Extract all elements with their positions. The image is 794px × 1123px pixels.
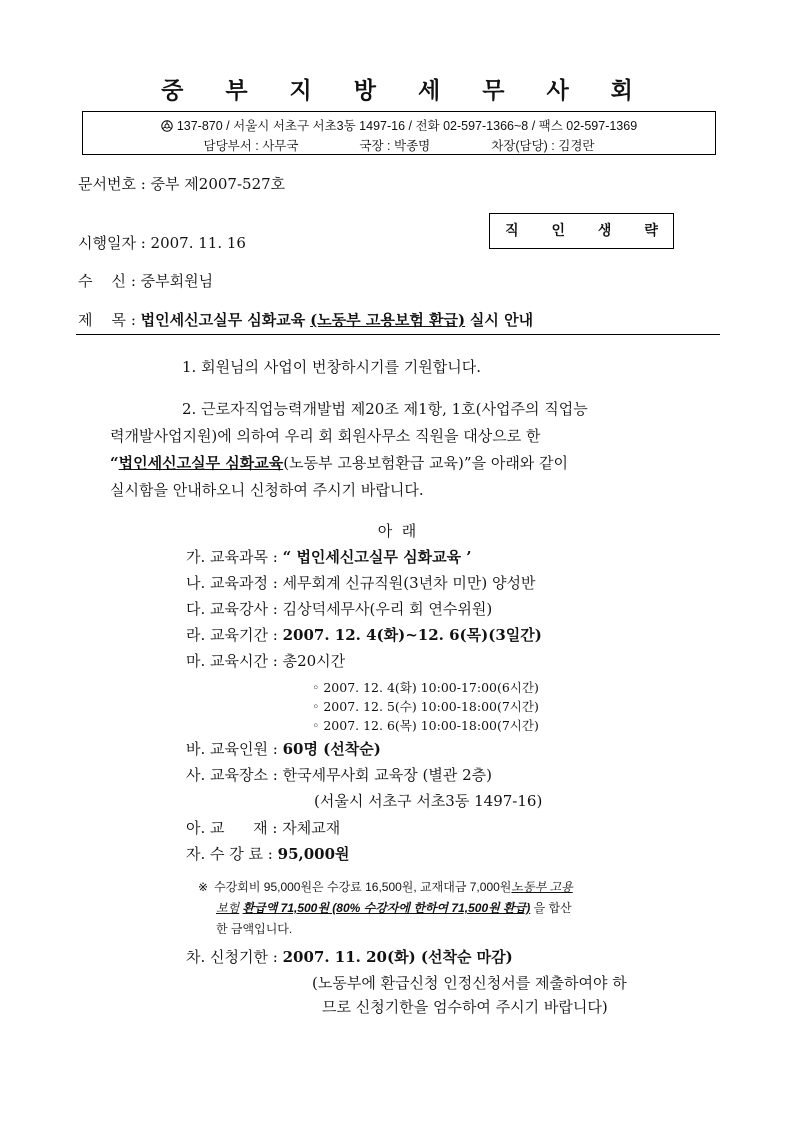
contact-line [83, 136, 715, 154]
schedule-day-3: ◦ 2007. 12. 6(목) 10:00-18:00(7시간) [312, 718, 539, 733]
deadline-note-line-1: (노동부에 환급신청 인정신청서를 제출하여야 하 [312, 974, 627, 992]
course-name-emphasis: 법인세신고실무 심화교육 [118, 454, 284, 472]
item-period: 라. 교육기간 : 2007. 12. 4(화)~12. 6(목)(3일간) [186, 626, 542, 644]
header-divider [76, 334, 720, 335]
subject-label: 제 목 : [78, 311, 136, 329]
fee-note: ※ 수강회비 95,000원은 수강료 16,500원, 교재대금 7,000원노동부 고용 보험 환급액 71,500원 (80% 수강자에 한하여 71,500원 환급) 을 합산 한 금액입니다. [198, 880, 573, 936]
address-text: 137-870 / 서울시 서초구 서초3동 1497-16 / 전화 02-597-1366~8 / 팩스 02-597-1369 [176, 119, 638, 133]
item-subject: 가. 교육과목 : “ 법인세신고실무 심화교육 ’ [186, 548, 472, 566]
address-box [82, 111, 716, 155]
item-materials: 아. 교 재 : 자체교재 [186, 819, 341, 837]
subject-refund: (노동부 고용보험 환급) [310, 311, 466, 329]
item-venue: 사. 교육장소 : 한국세무사회 교육장 (별관 2층) [186, 766, 493, 784]
subject-line [78, 309, 533, 330]
issue-date: 시행일자 : 2007. 11. 16 [78, 234, 246, 252]
paragraph-2-line-3: “법인세신고실무 심화교육(노동부 고용보험환급 교육)”을 아래와 같이 [110, 454, 569, 472]
note-refund-b: 보험 [216, 901, 240, 915]
document-number: 문서번호 : 중부 제2007-527호 [78, 175, 286, 193]
recipient: 수 신 : 중부회원님 [78, 272, 214, 290]
paragraph-2-line-2: 력개발사업지원)에 의하여 우리 회 회원사무소 직원을 대상으로 한 [110, 427, 541, 445]
item-hours: 마. 교육시간 : 총20시간 [186, 652, 346, 670]
note-refund-amount: 환급액 71,500원 (80% 수강자에 한하여 71,500원 환급) [242, 901, 531, 915]
note-refund-a: 노동부 고용 [511, 880, 573, 894]
paragraph-1: 1. 회원님의 사업이 번창하시기를 기원합니다. [182, 358, 481, 376]
item-deadline: 차. 신청기한 : 2007. 11. 20(화) (선착순 마감) [186, 948, 513, 966]
item-fee: 자. 수 강 료 : 95,000원 [186, 845, 350, 863]
deputy-director: 차장(담당) : 김경란 [491, 139, 595, 153]
department: 담당부서 : 사무국 [203, 139, 299, 153]
address-line [83, 116, 715, 135]
paragraph-2-line-1: 2. 근로자직업능력개발법 제20조 제1항, 1호(사업주의 직업능 [182, 400, 588, 418]
below-heading: 아 래 [377, 522, 417, 540]
venue-address: (서울시 서초구 서초3동 1497-16) [314, 792, 543, 810]
paragraph-2-line-4: 실시함을 안내하오니 신청하여 주시기 바랍니다. [110, 481, 424, 499]
paragraph-2 [110, 396, 690, 504]
director: 국장 : 박종명 [359, 139, 431, 153]
page-title: 중 부 지 방 세 무 사 회 [161, 78, 650, 104]
subject-main: 법인세신고실무 심화교육 [140, 311, 306, 329]
seal-mark-icon [161, 120, 173, 135]
item-course: 나. 교육과정 : 세무회계 신규직원(3년차 미만) 양성반 [186, 574, 536, 592]
schedule-day-2: ◦ 2007. 12. 5(수) 10:00-18:00(7시간) [312, 699, 539, 714]
item-capacity: 바. 교육인원 : 60명 (선착순) [186, 740, 381, 758]
seal-omitted-box: 직 인 생 략 [489, 213, 674, 249]
schedule-day-1: ◦ 2007. 12. 4(화) 10:00-17:00(6시간) [312, 680, 539, 695]
item-instructor: 다. 교육강사 : 김상덕세무사(우리 회 연수위원) [186, 600, 493, 618]
note-mark: ※ [198, 880, 209, 894]
subject-tail: 실시 안내 [469, 311, 534, 329]
deadline-note-line-2: 므로 신청기한을 엄수하여 주시기 바랍니다) [322, 998, 608, 1016]
